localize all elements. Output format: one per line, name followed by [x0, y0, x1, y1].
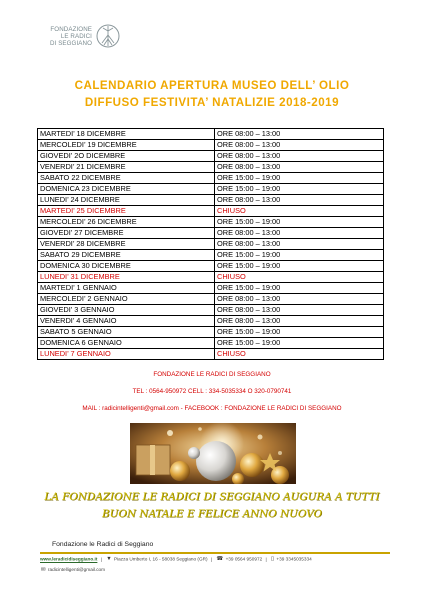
- schedule-row: [38, 206, 384, 217]
- schedule-row: [38, 173, 384, 184]
- schedule-row: [38, 283, 384, 294]
- schedule-day: DOMENICA 30 DICEMBRE: [38, 261, 215, 272]
- schedule-day: SABATO 29 DICEMBRE: [38, 250, 215, 261]
- schedule-day: GIOVEDI’ 3 GENNAIO: [38, 305, 215, 316]
- schedule-day: LUNEDI’ 7 GENNAIO: [38, 349, 215, 360]
- schedule-row: [38, 261, 384, 272]
- schedule-row: [38, 250, 384, 261]
- christmas-ornaments-image: [130, 423, 296, 484]
- schedule-day: VENERDI’ 28 DICEMBRE: [38, 239, 215, 250]
- greeting-line-2: BUON NATALE E FELICE ANNO NUOVO: [101, 508, 323, 520]
- footer-contact-row: [40, 556, 400, 562]
- schedule-hours: ORE 08:00 – 13:00: [215, 316, 384, 327]
- phone-icon: ☎: [216, 556, 224, 562]
- schedule-row: [38, 294, 384, 305]
- schedule-day: DOMENICA 23 DICEMBRE: [38, 184, 215, 195]
- schedule-day: MARTEDI’ 25 DICEMBRE: [38, 206, 215, 217]
- schedule-hours: CHIUSO: [215, 349, 384, 360]
- schedule-hours: ORE 08:00 – 13:00: [215, 140, 384, 151]
- schedule-row: [38, 184, 384, 195]
- logo-line-2: LE RADICI: [60, 33, 92, 41]
- schedule-row: [38, 129, 384, 140]
- schedule-row: [38, 305, 384, 316]
- mobile-phone-icon: ▯: [271, 556, 275, 562]
- schedule-hours: ORE 15:00 – 19:00: [215, 327, 384, 338]
- schedule-hours: ORE 08:00 – 13:00: [215, 129, 384, 140]
- schedule-day: LUNEDI’ 24 DICEMBRE: [38, 195, 215, 206]
- schedule-day: MARTEDI’ 18 DICEMBRE: [38, 129, 215, 140]
- schedule-row: [38, 228, 384, 239]
- schedule-day: MERCOLEDI’ 19 DICEMBRE: [38, 140, 215, 151]
- schedule-hours: ORE 15:00 – 19:00: [215, 250, 384, 261]
- foundation-logo: [28, 22, 128, 62]
- schedule-row: [38, 151, 384, 162]
- schedule-hours: ORE 08:00 – 13:00: [215, 195, 384, 206]
- schedule-row: [38, 338, 384, 349]
- schedule-row: [38, 327, 384, 338]
- schedule-hours: ORE 08:00 – 13:00: [215, 151, 384, 162]
- schedule-row: [38, 217, 384, 228]
- schedule-hours: ORE 08:00 – 13:00: [215, 162, 384, 173]
- footer-foundation-name: Fondazione le Radici di Seggiano: [52, 541, 154, 548]
- schedule-row: [38, 272, 384, 283]
- schedule-day: MERCOLEDI’ 2 GENNAIO: [38, 294, 215, 305]
- phone-landline: +39 0564 950972: [225, 556, 263, 562]
- greeting-line-1: LA FONDAZIONE LE RADICI DI SEGGIANO AUGURA A TUTTI: [44, 491, 380, 503]
- schedule-day: MARTEDI’ 1 GENNAIO: [38, 283, 215, 294]
- schedule-day: SABATO 5 GENNAIO: [38, 327, 215, 338]
- schedule-hours: ORE 08:00 – 13:00: [215, 294, 384, 305]
- schedule-day: VENERDI’ 21 DICEMBRE: [38, 162, 215, 173]
- phone-numbers: TEL : 0564-950972 CELL : 334-5035334 O 320-0790741: [132, 388, 292, 395]
- logo-text: [28, 26, 92, 48]
- schedule-hours: ORE 08:00 – 13:00: [215, 228, 384, 239]
- location-pin-icon: ▼: [106, 556, 112, 562]
- schedule-body: [38, 129, 384, 360]
- opening-schedule-table: [37, 128, 384, 360]
- schedule-day: MERCOLEDI’ 26 DICEMBRE: [38, 217, 215, 228]
- schedule-hours: ORE 15:00 – 19:00: [215, 217, 384, 228]
- schedule-row: [38, 195, 384, 206]
- schedule-row: [38, 316, 384, 327]
- schedule-hours: ORE 15:00 – 19:00: [215, 338, 384, 349]
- schedule-day: LUNEDI’ 31 DICEMBRE: [38, 272, 215, 283]
- schedule-hours: CHIUSO: [215, 206, 384, 217]
- title-line-1: CALENDARIO APERTURA MUSEO DELL’ OLIO: [74, 79, 350, 92]
- mail-facebook: MAIL : radicintelligenti@gmail.com - FACEBOOK : FONDAZIONE LE RADICI DI SEGGIANO: [82, 405, 342, 412]
- schedule-hours: ORE 15:00 – 19:00: [215, 184, 384, 195]
- schedule-hours: ORE 15:00 – 19:00: [215, 173, 384, 184]
- schedule-day: GIOVEDI’ 27 DICEMBRE: [38, 228, 215, 239]
- schedule-day: VENERDI’ 4 GENNAIO: [38, 316, 215, 327]
- schedule-day: DOMENICA 6 GENNAIO: [38, 338, 215, 349]
- schedule-day: GIOVEDI’ 2O DICEMBRE: [38, 151, 215, 162]
- logo-line-3: DI SEGGIANO: [49, 40, 92, 48]
- logo-line-1: FONDAZIONE: [50, 26, 92, 33]
- email-link[interactable]: radicintelligenti@gmail.com: [47, 567, 106, 572]
- schedule-row: [38, 140, 384, 151]
- footer-email-row: [40, 567, 105, 573]
- footer-divider: [40, 552, 390, 554]
- schedule-row: [38, 239, 384, 250]
- foundation-name: FONDAZIONE LE RADICI DI SEGGIANO: [153, 371, 271, 378]
- separator: |: [100, 556, 102, 562]
- schedule-row: [38, 162, 384, 173]
- website-link[interactable]: www.leradicidiseggiano.it: [40, 556, 98, 562]
- separator: |: [210, 556, 213, 562]
- phone-mobile: +39 3345035334: [276, 556, 312, 562]
- address: Piazza Umberto I, 16 - 58038 Seggiano (GR): [114, 556, 208, 562]
- schedule-row: [38, 349, 384, 360]
- schedule-hours: ORE 08:00 – 13:00: [215, 305, 384, 316]
- schedule-hours: ORE 15:00 – 19:00: [215, 283, 384, 294]
- schedule-hours: ORE 08:00 – 13:00: [215, 239, 384, 250]
- schedule-hours: CHIUSO: [215, 272, 384, 283]
- schedule-day: SABATO 22 DICEMBRE: [38, 173, 215, 184]
- email-icon: ✉: [41, 567, 46, 573]
- roots-logo-icon: [95, 23, 121, 49]
- separator: |: [265, 556, 267, 562]
- schedule-hours: ORE 15:00 – 19:00: [215, 261, 384, 272]
- title-line-2: DIFFUSO FESTIVITA’ NATALIZIE 2018-2019: [84, 96, 340, 109]
